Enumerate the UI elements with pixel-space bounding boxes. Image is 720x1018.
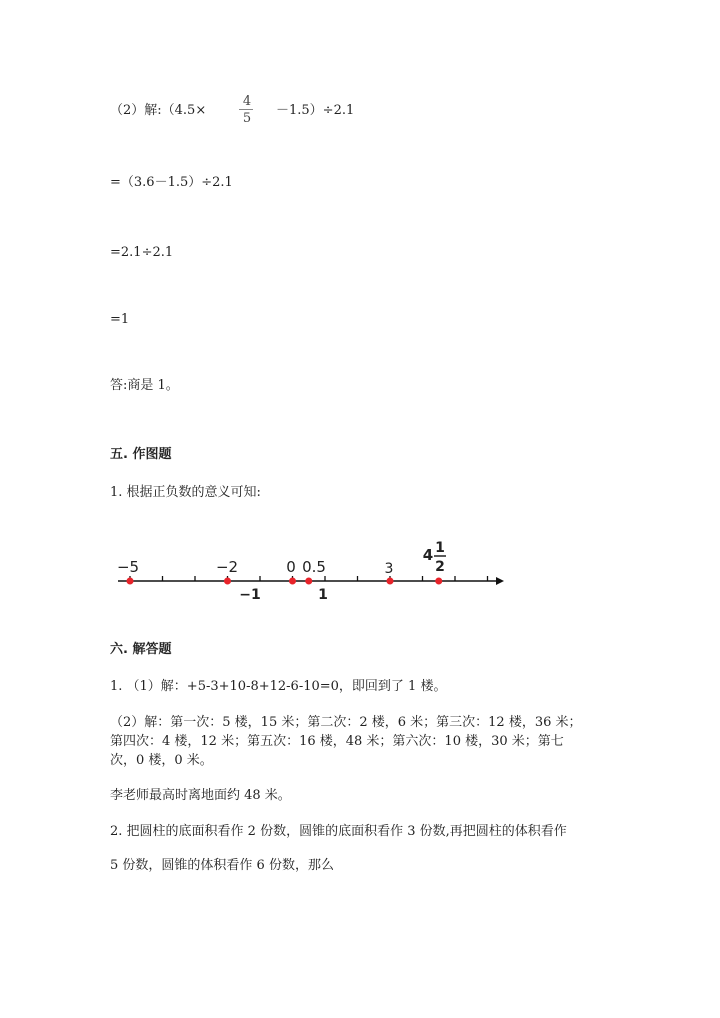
label-neg2: −2 xyxy=(215,558,239,576)
number-point xyxy=(305,578,312,585)
solution-step-2: =2.1÷2.1 xyxy=(110,245,174,260)
label-0-5: 0.5 xyxy=(302,558,326,576)
number-point xyxy=(387,578,394,585)
label-1-below: 1 xyxy=(318,587,328,603)
q1-conclusion: 李老师最高时离地面约 48 米。 xyxy=(110,788,291,803)
solution-step-3: =1 xyxy=(110,312,130,327)
label-4-half-den: 2 xyxy=(435,559,445,575)
section-5-question-1: 1. 根据正负数的意义可知: xyxy=(110,485,261,500)
q1-part2-line2: 第四次：4 楼，12 米；第五次：16 楼，48 米；第六次：10 楼，30 米；第七 xyxy=(110,734,564,749)
number-point xyxy=(127,578,134,585)
label-3: 3 xyxy=(384,561,394,577)
q2-line1: 2. 把圆柱的底面积看作 2 份数，圆锥的底面积看作 3 份数,再把圆柱的体积看作 xyxy=(110,824,567,839)
solution-suffix: －1.5）÷2.1 xyxy=(276,103,355,118)
q1-part2-line3: 次，0 楼，0 米。 xyxy=(110,753,213,768)
q1-part1: 1. （1）解：+5-3+10-8+12-6-10=0，即回到了 1 楼。 xyxy=(110,679,447,694)
q2-line2: 5 份数，圆锥的体积看作 6 份数，那么 xyxy=(110,858,334,873)
fraction-bar xyxy=(239,109,253,110)
number-line-figure xyxy=(110,535,510,605)
label-4-half-whole: 4 xyxy=(422,546,434,564)
fraction-numerator: 4 xyxy=(242,94,252,109)
section-6-title: 六. 解答题 xyxy=(110,642,172,657)
number-point xyxy=(224,578,231,585)
q1-part2-line1: （2）解：第一次：5 楼，15 米；第二次：2 楼，6 米；第三次：12 楼，36 米； xyxy=(110,715,582,730)
number-point xyxy=(289,578,296,585)
label-0: 0 xyxy=(286,558,296,576)
solution-prefix: （2）解:（4.5× xyxy=(110,103,207,118)
label-neg5: −5 xyxy=(116,558,140,576)
section-5-title: 五. 作图题 xyxy=(110,447,172,462)
fraction-denominator: 5 xyxy=(242,111,252,126)
label-neg1-below: −1 xyxy=(239,587,261,603)
axis-arrow-icon xyxy=(496,577,504,585)
label-4-half-num: 1 xyxy=(435,540,445,556)
solution-line xyxy=(110,104,206,117)
number-point xyxy=(435,578,442,585)
solution-answer: 答:商是 1。 xyxy=(110,378,179,393)
solution-step-1: =（3.6－1.5）÷2.1 xyxy=(110,175,233,190)
